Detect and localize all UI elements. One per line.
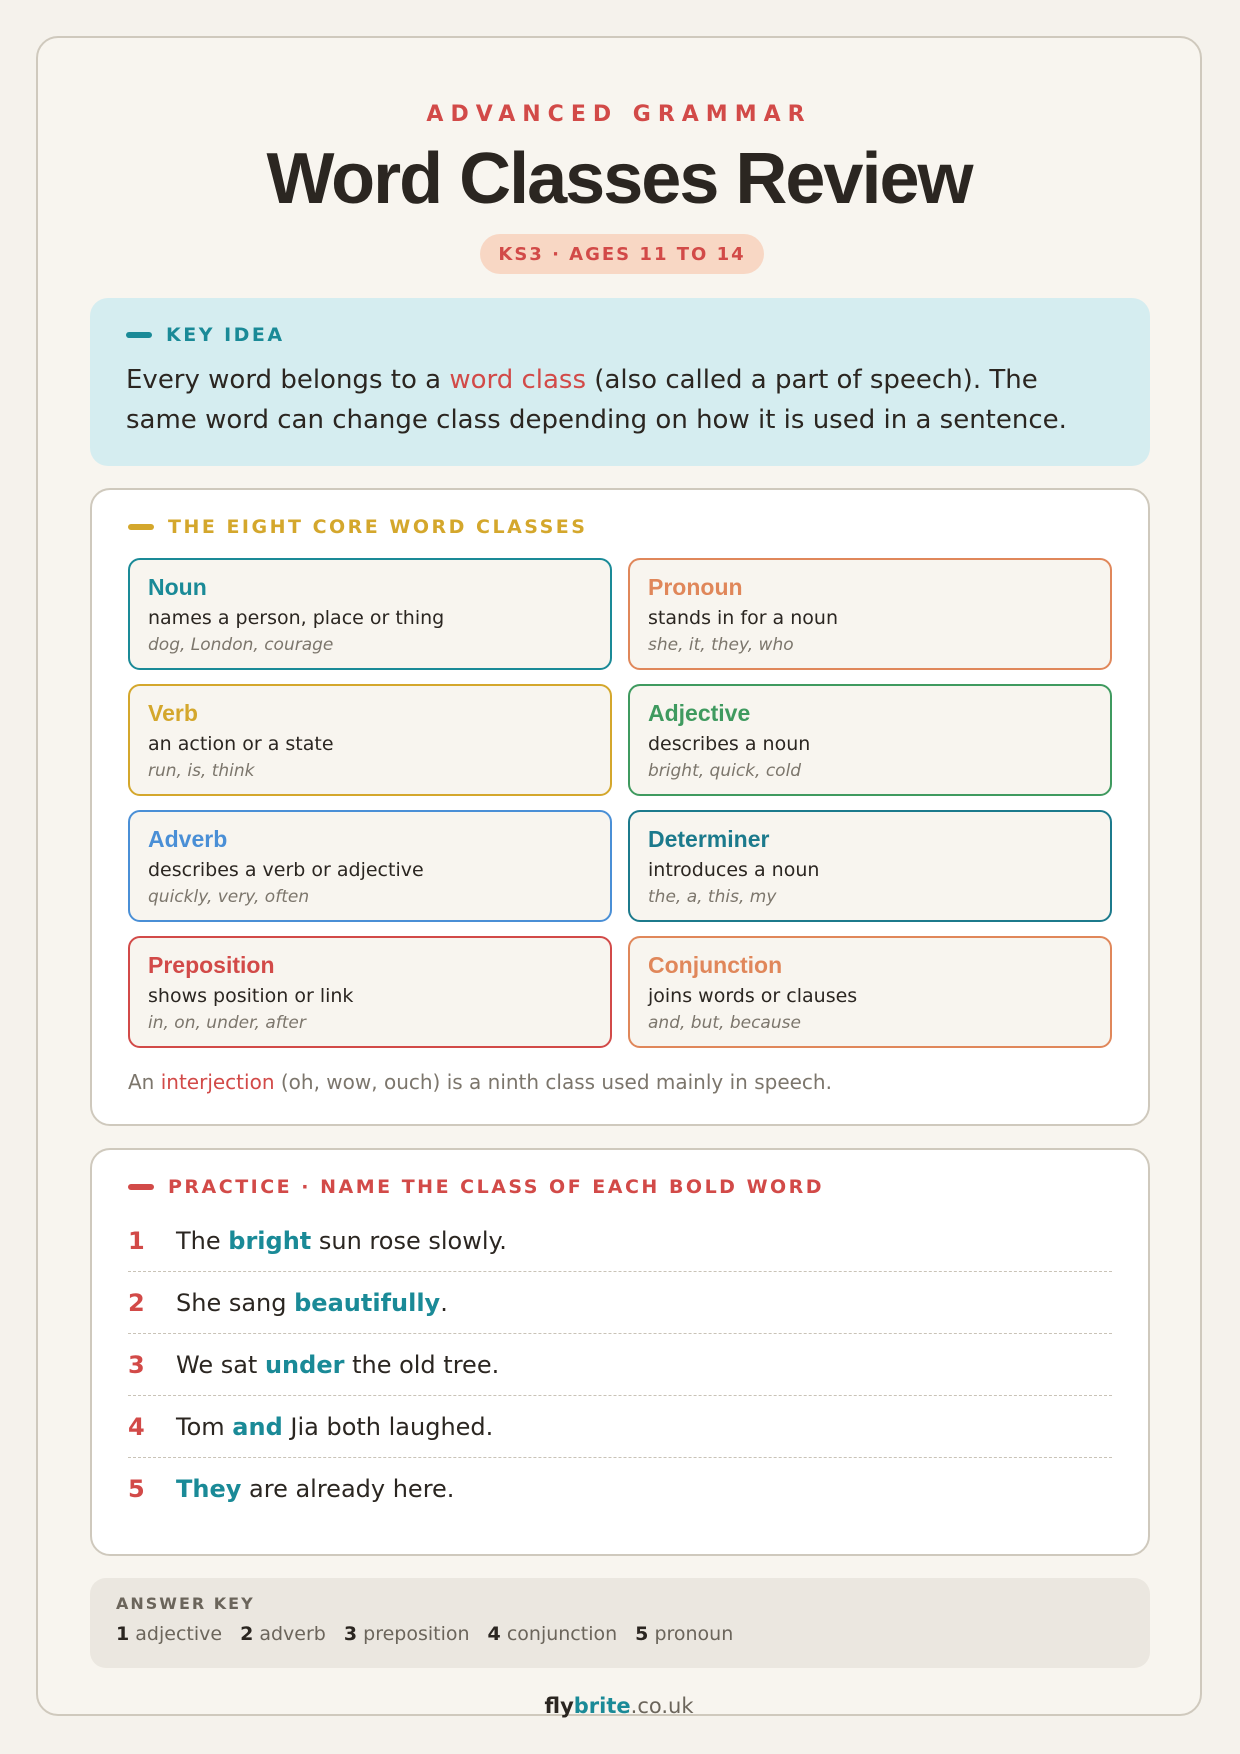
question-text-after: Jia both laughed. [282, 1412, 494, 1441]
word-class-grid [128, 558, 1112, 1048]
word-class-name: Conjunction [648, 952, 783, 978]
question-number: 2 [128, 1288, 145, 1317]
word-class-definition: shows position or link [148, 985, 354, 1007]
word-class-definition: describes a noun [648, 733, 811, 755]
word-class-card [628, 558, 1112, 670]
word-class-name: Determiner [648, 826, 770, 852]
word-class-name: Adverb [148, 826, 228, 852]
answer-text: adverb [259, 1623, 326, 1645]
answer-text: adjective [135, 1623, 223, 1645]
dash-icon [128, 1184, 154, 1190]
word-class-examples: run, is, think [148, 761, 255, 781]
question-text-after: sun rose slowly. [311, 1226, 507, 1255]
answer-text: conjunction [506, 1623, 618, 1645]
answer-text: preposition [363, 1623, 470, 1645]
answer-number: 4 [487, 1623, 501, 1645]
question-number: 5 [128, 1475, 145, 1503]
word-class-examples: in, on, under, after [148, 1013, 306, 1033]
answer-item [635, 1623, 733, 1645]
brand-logo [38, 1694, 1200, 1718]
question-text-before: Tom [176, 1412, 233, 1441]
answer-text: pronoun [654, 1623, 734, 1645]
answer-key-heading: ANSWER KEY [116, 1594, 255, 1613]
word-class-examples: quickly, very, often [148, 887, 310, 907]
word-class-name: Verb [148, 700, 198, 726]
answer-key-panel [90, 1578, 1150, 1668]
answer-number: 3 [343, 1623, 358, 1645]
word-class-examples: and, but, because [648, 1013, 801, 1033]
word-class-name: Pronoun [648, 574, 743, 600]
answer-item [344, 1623, 470, 1645]
word-class-definition: introduces a noun [648, 859, 820, 881]
key-idea-text [126, 360, 1114, 440]
practice-heading-text: PRACTICE · NAME THE CLASS OF EACH BOLD WORD [168, 1176, 825, 1198]
question-text-before: The [176, 1226, 229, 1255]
question-number: 3 [128, 1350, 145, 1379]
brand-part-fly: fly [544, 1694, 574, 1718]
question-text-before: We sat [176, 1350, 265, 1379]
word-classes-heading-text: THE EIGHT CORE WORD CLASSES [168, 516, 588, 538]
word-class-name: Noun [148, 574, 207, 600]
practice-question [128, 1396, 1112, 1458]
question-number: 4 [128, 1412, 145, 1441]
question-sentence [176, 1289, 448, 1317]
question-target-word: and [232, 1412, 283, 1441]
word-classes-panel [90, 488, 1150, 1126]
answer-item [240, 1623, 326, 1645]
eyebrow-label: ADVANCED GRAMMAR [426, 102, 812, 127]
key-idea-text-before: Every word belongs to a [126, 365, 450, 395]
answer-number: 1 [116, 1623, 130, 1645]
answer-number: 2 [240, 1623, 254, 1645]
word-class-card [128, 936, 612, 1048]
question-text-before: She sang [176, 1288, 295, 1317]
word-class-examples: bright, quick, cold [648, 761, 802, 781]
word-class-name: Preposition [148, 952, 275, 978]
word-class-card [628, 810, 1112, 922]
practice-heading [128, 1176, 1112, 1198]
word-class-examples: she, it, they, who [648, 635, 794, 655]
worksheet-page [36, 36, 1202, 1716]
question-text-after: are already here. [241, 1475, 455, 1503]
practice-question [128, 1458, 1112, 1520]
word-class-name: Adjective [648, 700, 751, 726]
word-class-card [128, 558, 612, 670]
question-target-word: beautifully [294, 1288, 441, 1317]
interjection-note-before: An [128, 1070, 161, 1094]
dash-icon [128, 524, 154, 530]
level-badge: KS3 · AGES 11 TO 14 [480, 234, 764, 274]
practice-question [128, 1210, 1112, 1272]
answer-item [116, 1623, 222, 1645]
practice-question [128, 1272, 1112, 1334]
answer-key-row [116, 1623, 1124, 1645]
word-class-definition: joins words or clauses [648, 985, 858, 1007]
key-idea-text-after: (also called a part of speech). The same word can change class depending on how it is used in a sentence. [126, 365, 1067, 435]
word-class-definition: stands in for a noun [648, 607, 838, 629]
question-sentence [176, 1413, 493, 1441]
question-target-word: bright [228, 1226, 312, 1255]
question-sentence [176, 1351, 499, 1379]
word-class-card [628, 684, 1112, 796]
question-target-word: under [264, 1350, 345, 1379]
question-sentence [176, 1227, 507, 1255]
answer-item [488, 1623, 618, 1645]
word-class-definition: an action or a state [148, 733, 334, 755]
question-sentence [176, 1475, 454, 1503]
key-idea-heading-text: KEY IDEA [166, 324, 285, 346]
word-class-examples: dog, London, courage [148, 635, 334, 655]
question-text-after: the old tree. [344, 1350, 500, 1379]
word-class-card [128, 684, 612, 796]
question-text-after: . [440, 1288, 448, 1317]
answer-number: 5 [635, 1623, 649, 1645]
interjection-note-after: (oh, wow, ouch) is a ninth class used mainly in speech. [274, 1070, 832, 1094]
brand-domain: .co.uk [630, 1694, 694, 1718]
page-title: Word Classes Review [266, 139, 972, 219]
word-class-card [628, 936, 1112, 1048]
practice-panel [90, 1148, 1150, 1556]
dash-icon [126, 332, 152, 338]
key-idea-highlight: word class [449, 365, 587, 395]
interjection-note [128, 1070, 1112, 1094]
question-target-word: They [176, 1475, 242, 1503]
word-classes-heading [128, 516, 1112, 538]
brand-part-brite: brite [573, 1694, 631, 1718]
word-class-definition: names a person, place or thing [148, 607, 445, 629]
word-class-definition: describes a verb or adjective [148, 859, 424, 881]
key-idea-panel [90, 298, 1150, 466]
key-idea-heading [126, 324, 1114, 346]
word-class-examples: the, a, this, my [648, 887, 777, 907]
practice-question-list [128, 1210, 1112, 1520]
interjection-highlight: interjection [160, 1070, 275, 1094]
word-class-card [128, 810, 612, 922]
practice-question [128, 1334, 1112, 1396]
question-number: 1 [128, 1226, 145, 1255]
